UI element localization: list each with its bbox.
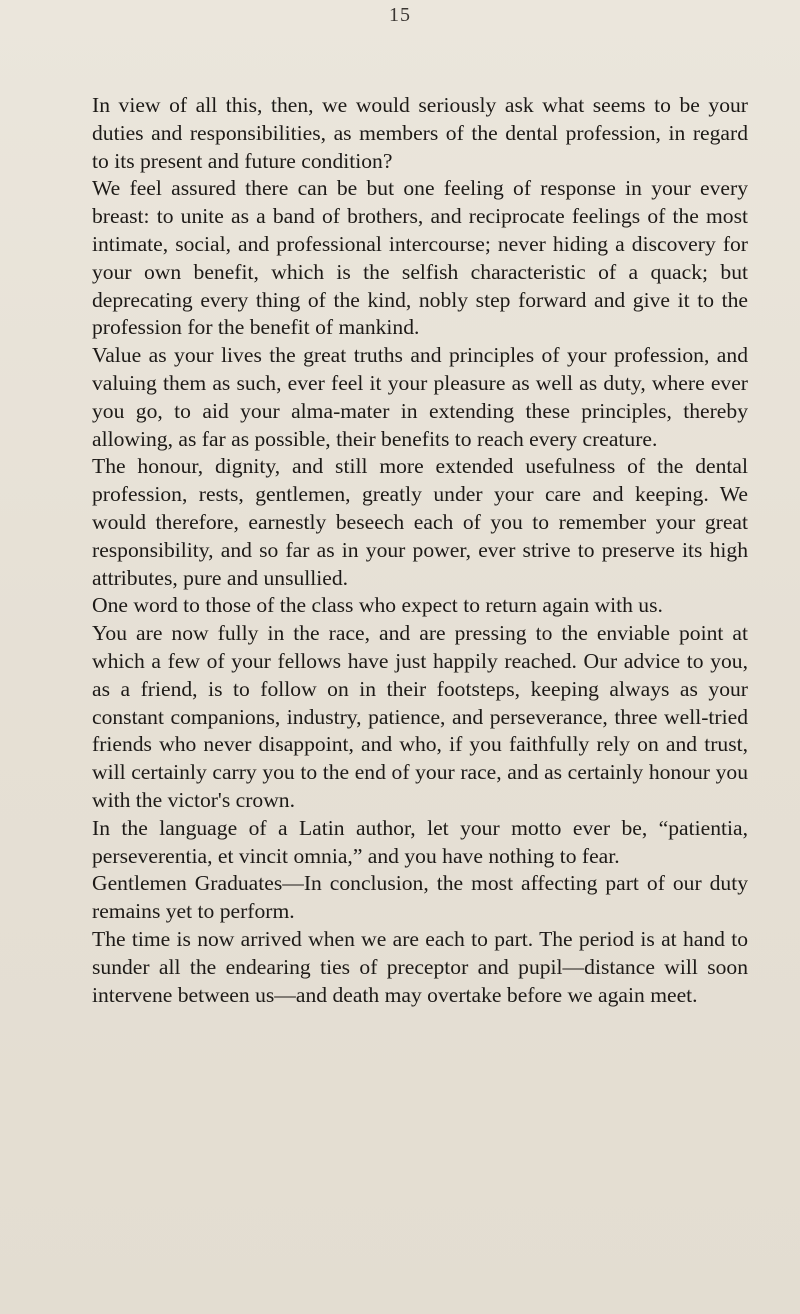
paragraph-duties: In view of all this, then, we would seriously ask what seems to be your duties and responsibilities, as members of the dental profession, in regard to its present and future condition? <box>92 93 748 173</box>
paragraph-motto: In the language of a Latin author, let your motto ever be, “patientia, perseverentia, et vincit omnia,” and you have nothing to fear. <box>92 815 748 868</box>
paragraph-brothers: We feel assured there can be but one feeling of response in your every breast: to unite as a band of brothers, and reciprocate feelings of the most intimate, social, and professional intercourse; never hiding a discovery for your own benefit, which is the selfish characteristic of a quack; but deprecating every thing of the kind, nobly step forward and give it to the profession for the benefit of mankind. <box>92 176 748 340</box>
paragraph-truths: Value as your lives the great truths and principles of your profession, and valuing them as such, ever feel it your pleasure as well as duty, where ever you go, to aid your alma-mater in extending these principles, thereby allowing, as far as possible, their benefits to reach every creature. <box>92 343 748 451</box>
paragraph-parting: The time is now arrived when we are each to part. The period is at hand to sunder all the endearing ties of preceptor and pupil—distance will soon intervene between us—and death may overtake before we again meet. <box>92 926 748 1007</box>
paragraph-race: You are now fully in the race, and are pressing to the enviable point at which a few of your fellows have just happily reached. Our advice to you, as a friend, is to follow on in their footsteps, keeping always as your constant companions, industry, patience, and perseverance, three well-tried friends who never disappoint, and who, if you faithfully rely on and trust, will certainly carry you to the end of your race, and as certainly honour you with the victor's crown. <box>92 621 748 812</box>
paragraph-graduates: Gentlemen Graduates—In conclusion, the most affecting part of our duty remains yet to perform. <box>92 871 748 924</box>
body-text <box>92 92 748 1009</box>
paragraph-honour: The honour, dignity, and still more extended usefulness of the dental profession, rests, gentlemen, greatly under your care and keeping. We would therefore, earnestly beseech each of you to remember your great responsibility, and so far as in your power, ever strive to preserve its high attributes, pure and unsullied. <box>92 454 748 590</box>
paragraph-one-word: One word to those of the class who expect to return again with us. <box>92 593 663 618</box>
page-number: 15 <box>389 4 411 26</box>
